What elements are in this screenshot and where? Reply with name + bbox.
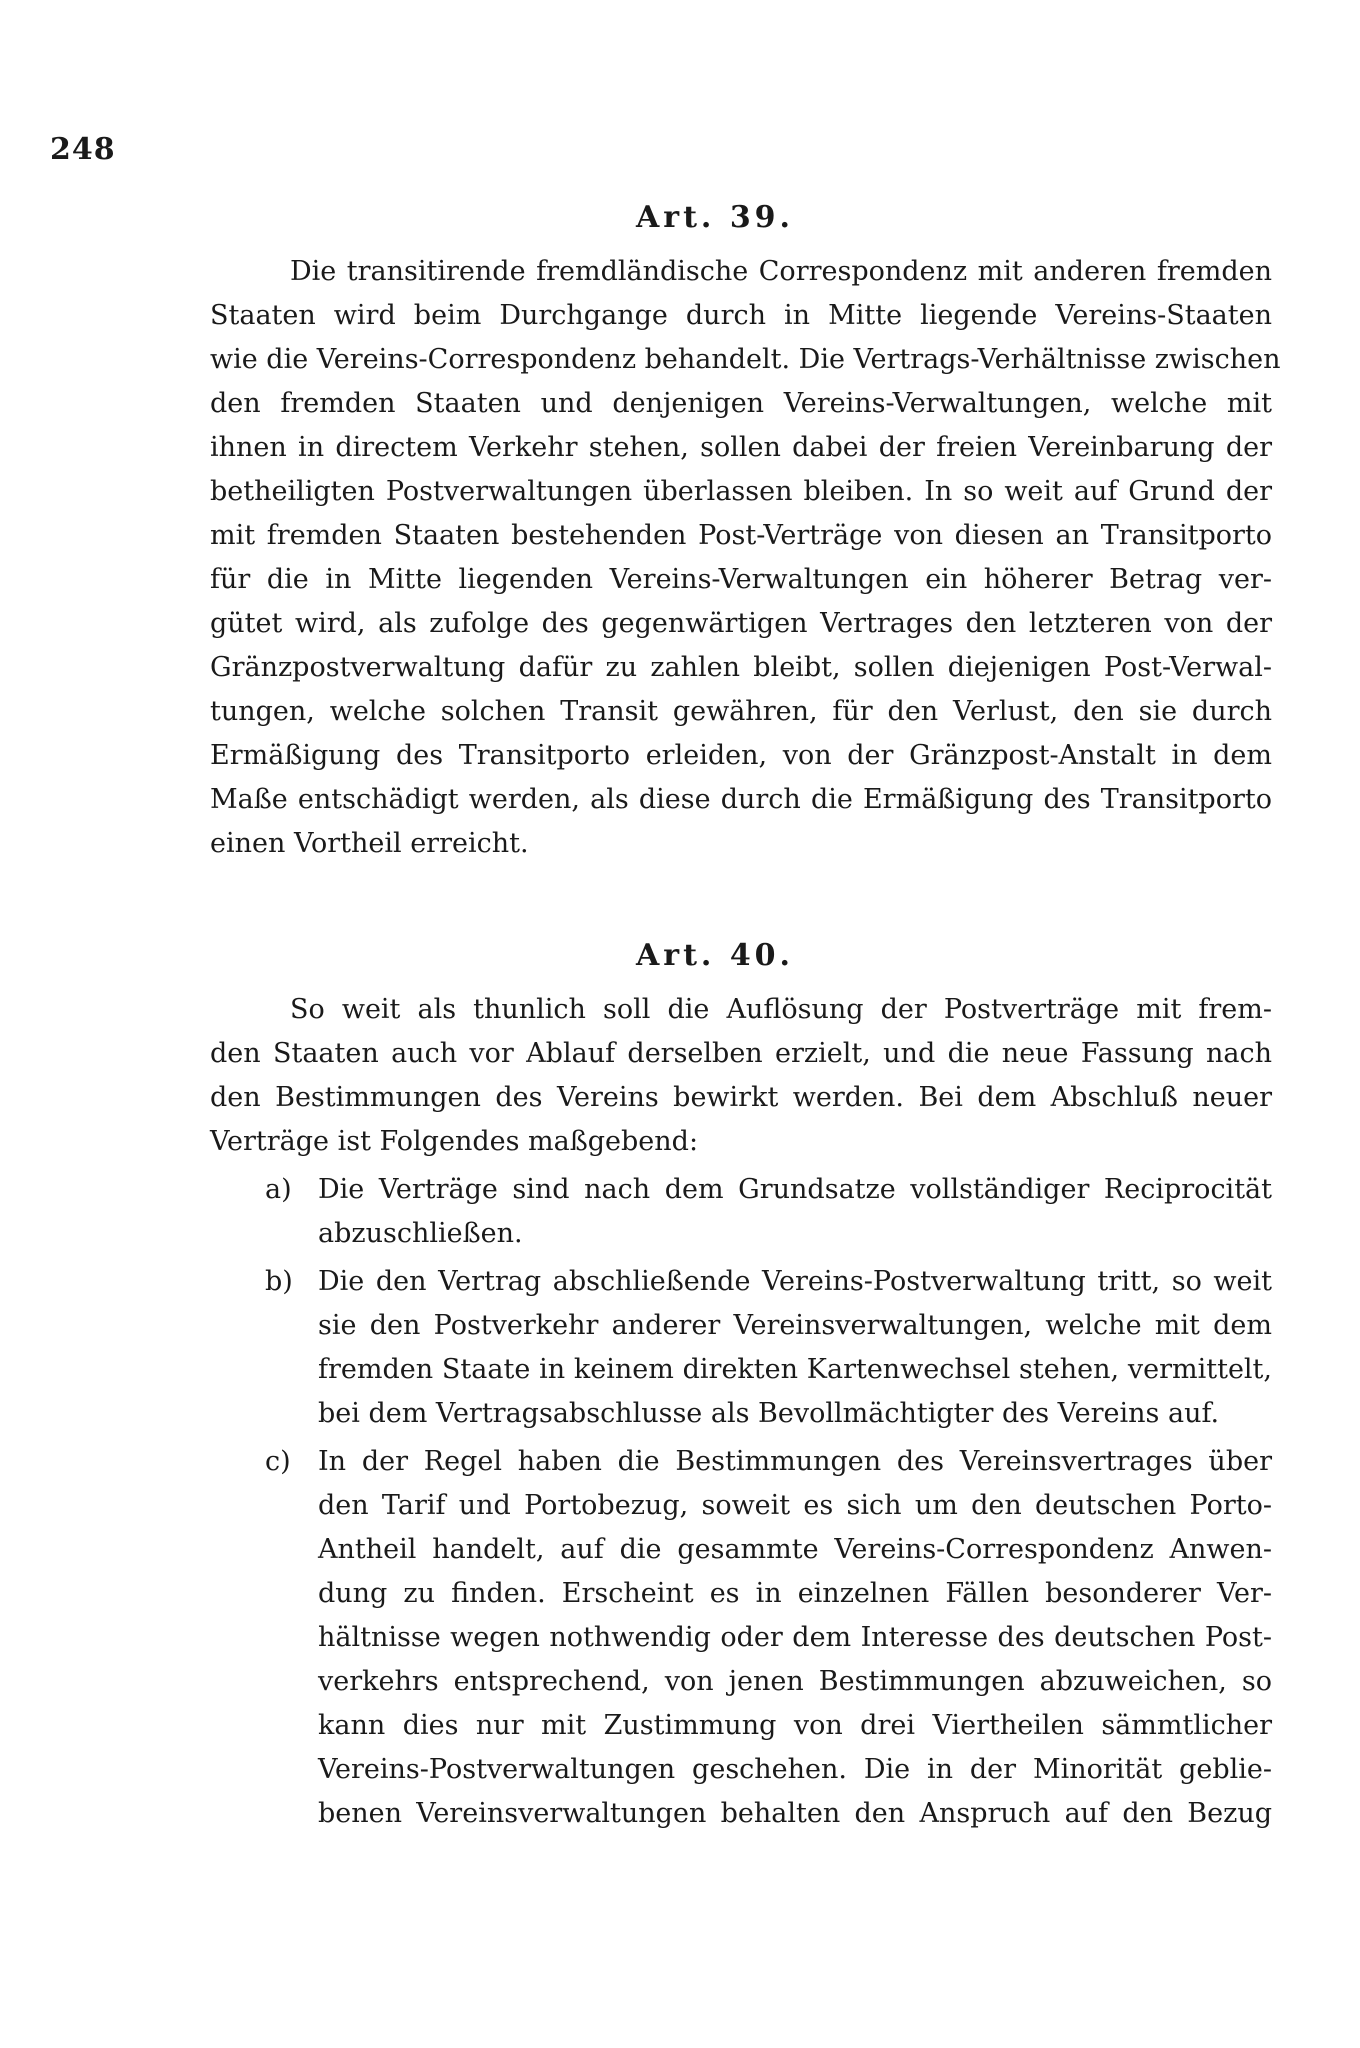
art39-line: einen Vortheil erreicht.: [210, 828, 529, 859]
art39-line: mit fremden Staaten bestehenden Post-Verträge von diesen an Transitporto: [210, 520, 1272, 551]
item-c-line: verkehrs entsprechend, von jenen Bestimmungen abzuweichen, so: [318, 1666, 1272, 1697]
item-c-line: dung zu finden. Erscheint es in einzelnen Fällen besonderer Ver-: [318, 1578, 1272, 1609]
item-c-line: den Tarif und Portobezug, soweit es sich um den deutschen Porto-: [318, 1490, 1272, 1521]
list-marker-a: a): [265, 1174, 292, 1205]
art39-line: Maße entschädigt werden, als diese durch die Ermäßigung des Transitporto: [210, 784, 1272, 815]
item-a-line: abzuschließen.: [318, 1218, 523, 1249]
item-c-line: benen Vereinsverwaltungen behalten den Anspruch auf den Bezug: [318, 1798, 1272, 1829]
art39-line: Die transitirende fremdländische Correspondenz mit anderen fremden: [290, 256, 1272, 287]
art39-line: für die in Mitte liegenden Vereins-Verwaltungen ein höherer Betrag ver-: [210, 564, 1272, 595]
item-c-line: Antheil handelt, auf die gesammte Vereins-Correspondenz Anwen-: [318, 1534, 1272, 1565]
art39-line: ihnen in directem Verkehr stehen, sollen dabei der freien Vereinbarung der: [210, 432, 1272, 463]
art39-line: Staaten wird beim Durchgange durch in Mitte liegende Vereins-Staaten: [210, 300, 1272, 331]
art40-line: So weit als thunlich soll die Auflösung der Postverträge mit frem-: [290, 994, 1272, 1025]
art39-line: den fremden Staaten und denjenigen Vereins-Verwaltungen, welche mit: [210, 388, 1272, 419]
art39-line: gütet wird, als zufolge des gegenwärtigen Vertrages den letzteren von der: [210, 608, 1272, 639]
article-40-heading: Art. 40.: [635, 938, 795, 973]
item-c-line: Vereins-Postverwaltungen geschehen. Die in der Minorität geblie-: [318, 1754, 1272, 1785]
item-b-line: bei dem Vertragsabschlusse als Bevollmächtigter des Vereins auf.: [318, 1398, 1220, 1429]
item-c-line: kann dies nur mit Zustimmung von drei Viertheilen sämmtlicher: [318, 1710, 1272, 1741]
art39-line: tungen, welche solchen Transit gewähren, für den Verlust, den sie durch: [210, 696, 1272, 727]
item-b-line: Die den Vertrag abschließende Vereins-Postverwaltung tritt, so weit: [318, 1266, 1272, 1297]
list-marker-b: b): [265, 1266, 293, 1297]
item-c-line: In der Regel haben die Bestimmungen des Vereinsvertrages über: [318, 1446, 1272, 1477]
art40-line: den Bestimmungen des Vereins bewirkt werden. Bei dem Abschluß neuer: [210, 1082, 1272, 1113]
art39-line: Gränzpostverwaltung dafür zu zahlen bleibt, sollen diejenigen Post-Verwal-: [210, 652, 1272, 683]
article-39-heading: Art. 39.: [635, 200, 795, 235]
list-marker-c: c): [265, 1446, 291, 1477]
page-number: 248: [50, 132, 116, 167]
art39-line: wie die Vereins-Correspondenz behandelt. Die Vertrags-Verhältnisse zwischen: [210, 344, 1281, 375]
art39-line: Ermäßigung des Transitporto erleiden, von der Gränzpost-Anstalt in dem: [210, 740, 1272, 771]
item-a-line: Die Verträge sind nach dem Grundsatze vollständiger Reciprocität: [318, 1174, 1272, 1205]
art39-line: betheiligten Postverwaltungen überlassen bleiben. In so weit auf Grund der: [210, 476, 1272, 507]
item-b-line: fremden Staate in keinem direkten Kartenwechsel stehen, vermittelt,: [318, 1354, 1272, 1385]
item-c-line: hältnisse wegen nothwendig oder dem Interesse des deutschen Post-: [318, 1622, 1272, 1653]
art40-line: den Staaten auch vor Ablauf derselben erzielt, und die neue Fassung nach: [210, 1038, 1272, 1069]
item-b-line: sie den Postverkehr anderer Vereinsverwaltungen, welche mit dem: [318, 1310, 1272, 1341]
art40-line: Verträge ist Folgendes maßgebend:: [210, 1126, 699, 1157]
